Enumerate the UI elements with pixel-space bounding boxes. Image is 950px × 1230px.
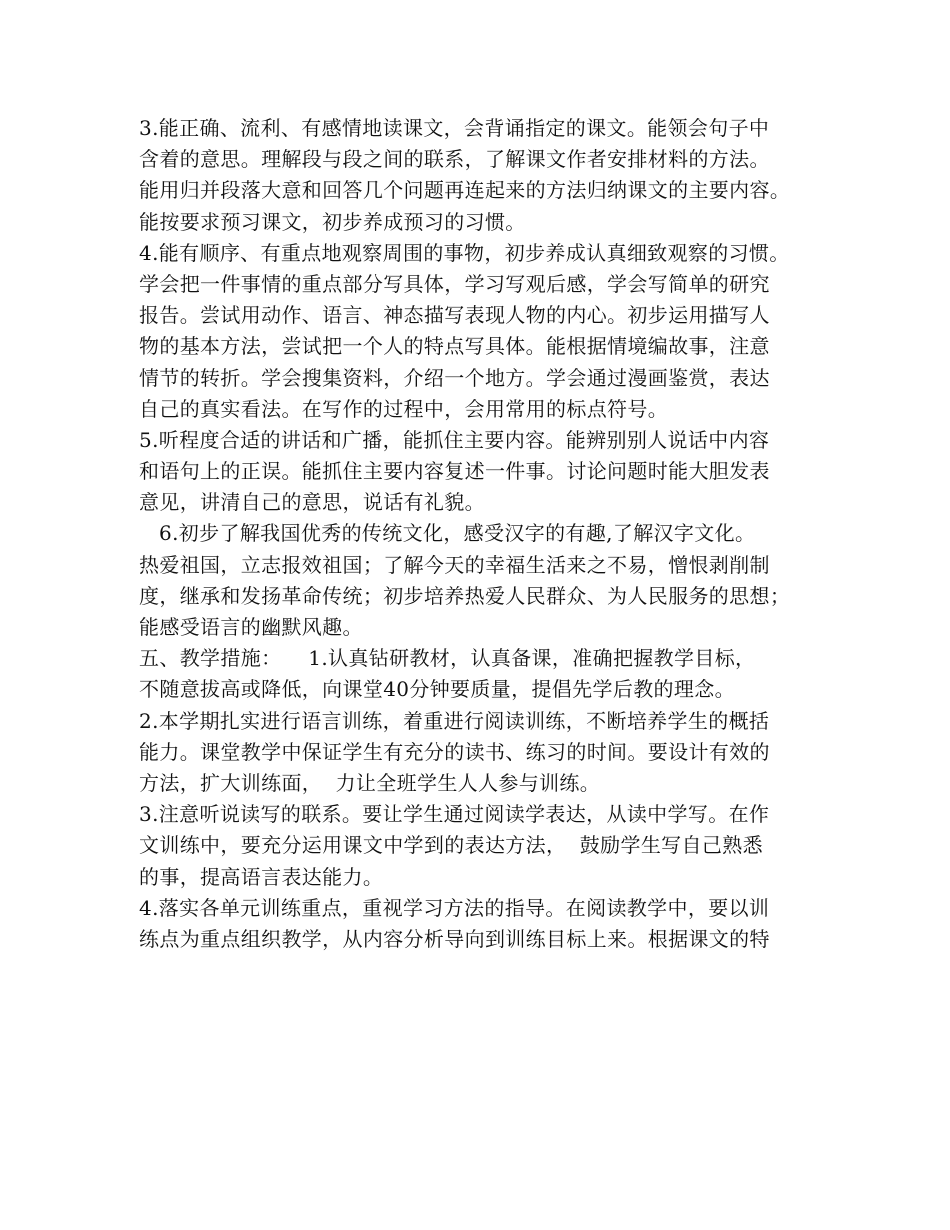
section-heading-line: 五、教学措施： 1.认真钻研教材，认真备课，准确把握教学目标， <box>139 646 756 671</box>
text-line: 不随意拔高或降低，向课堂40分钟要质量，提倡先学后教的理念。 <box>139 677 735 702</box>
text-line: 5.听程度合适的讲话和广播，能抓住主要内容。能辨别别人说话中内容 <box>139 427 770 452</box>
text-line: 能力。课堂教学中保证学生有充分的读书、练习的时间。要设计有效的 <box>139 739 770 764</box>
text-line: 热爱祖国，立志报效祖国；了解今天的幸福生活来之不易，憎恨剥削制 <box>139 552 770 577</box>
text-line: 2.本学期扎实进行语言训练，着重进行阅读训练，不断培养学生的概括 <box>139 708 770 733</box>
text-line: 4.落实各单元训练重点，重视学习方法的指导。在阅读教学中，要以训 <box>139 895 770 920</box>
text-line: 的事，提高语言表达能力。 <box>139 864 384 889</box>
text-line: 能用归并段落大意和回答几个问题再连起来的方法归纳课文的主要内容。 <box>139 178 791 203</box>
text-line: 3.注意听说读写的联系。要让学生通过阅读学表达，从读中学写。在作 <box>139 802 770 827</box>
text-line: 6.初步了解我国优秀的传统文化，感受汉字的有趣,了解汉字文化。 <box>159 521 756 546</box>
text-line: 3.能正确、流利、有感情地读课文，会背诵指定的课文。能领会句子中 <box>139 116 770 140</box>
text-line: 4.能有顺序、有重点地观察周围的事物，初步养成认真细致观察的习惯。 <box>139 240 790 265</box>
text-line: 度，继承和发扬革命传统；初步培养热爱人民群众、为人民服务的思想； <box>139 583 791 608</box>
text-line: 文训练中，要充分运用课文中学到的表达方法， 鼓励学生写自己熟悉 <box>139 833 763 858</box>
text-line: 和语句上的正误。能抓住主要内容复述一件事。讨论问题时能大胆发表 <box>139 459 770 484</box>
text-line: 练点为重点组织教学，从内容分析导向到训练目标上来。根据课文的特 <box>139 926 770 951</box>
text-line: 自己的真实看法。在写作的过程中，会用常用的标点符号。 <box>139 396 669 421</box>
text-line: 情节的转折。学会搜集资料，介绍一个地方。学会通过漫画鉴赏，表达 <box>139 365 770 390</box>
text-line: 报告。尝试用动作、语言、神态描写表现人物的内心。初步运用描写人 <box>139 303 770 328</box>
text-line: 能感受语言的幽默风趣。 <box>139 615 363 639</box>
text-line: 意见，讲清自己的意思，说话有礼貌。 <box>139 490 485 515</box>
text-line: 含着的意思。理解段与段之间的联系，了解课文作者安排材料的方法。 <box>139 147 770 172</box>
document-body <box>139 113 829 955</box>
text-line: 方法，扩大训练面， 力让全班学生人人参与训练。 <box>139 770 601 795</box>
text-line: 物的基本方法，尝试把一个人的特点写具体。能根据情境编故事，注意 <box>139 334 770 359</box>
text-line: 学会把一件事情的重点部分写具体，学习写观后感，学会写简单的研究 <box>139 271 770 296</box>
text-line: 能按要求预习课文，初步养成预习的习惯。 <box>139 209 526 234</box>
